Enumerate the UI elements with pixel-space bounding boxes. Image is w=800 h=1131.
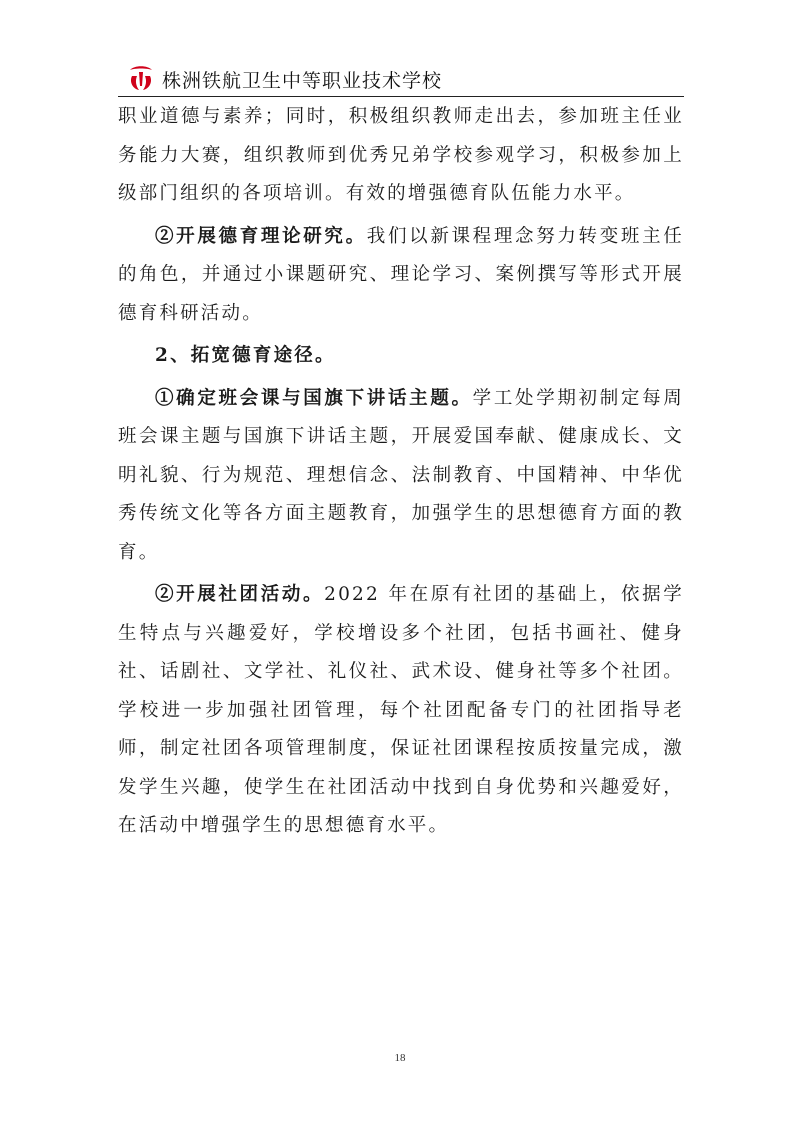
paragraph-3 bbox=[118, 380, 684, 573]
paragraph-4-text: 2022 年在原有社团的基础上，依据学生特点与兴趣爱好，学校增设多个社团，包括书画社、健身社、话剧社、文学社、礼仪社、武术设、健身社等多个社团。学校进一步加强社团管理，每个社团配备专门的社团指导老师，制定社团各项管理制度，保证社团课程按质按量完成，激发学生兴趣，使学生在社团活动中找到自身优势和兴趣爱好，在活动中增强学生的思想德育水平。 bbox=[118, 584, 684, 836]
paragraph-2-heading: ②开展德育理论研究。 bbox=[155, 225, 367, 247]
paragraph-2-text: 我们以新课程理念努力转变班主任的角色，并通过小课题研究、理论学习、案例撰写等形式开展德育科研活动。 bbox=[118, 225, 684, 324]
page-number: 18 bbox=[394, 1052, 406, 1064]
school-logo-icon bbox=[126, 64, 156, 92]
section-heading-text: 2、拓宽德育途径。 bbox=[155, 345, 336, 366]
paragraph-3-text: 学工处学期初制定每周班会课主题与国旗下讲话主题，开展爱国奉献、健康成长、文明礼貌、行为规范、理想信念、法制教育、中国精神、中华优秀传统文化等各方面主题教育，加强学生的思想德育方面的教育。 bbox=[118, 387, 684, 563]
document-body bbox=[118, 98, 684, 850]
page-header bbox=[118, 62, 684, 100]
header-divider bbox=[118, 96, 684, 97]
paragraph-2 bbox=[118, 218, 684, 334]
paragraph-4-heading: ②开展社团活动。 bbox=[155, 584, 325, 605]
paragraph-4 bbox=[118, 576, 684, 846]
section-heading bbox=[118, 337, 684, 376]
paragraph-1-text: 职业道德与素养；同时，积极组织教师走出去，参加班主任业务能力大赛，组织教师到优秀兄弟学校参观学习，积极参加上级部门组织的各项培训。有效的增强德育队伍能力水平。 bbox=[118, 106, 684, 204]
paragraph-1 bbox=[118, 98, 684, 214]
paragraph-3-heading: ①确定班会课与国旗下讲话主题。 bbox=[155, 387, 473, 409]
school-name: 株洲铁航卫生中等职业技术学校 bbox=[162, 70, 443, 92]
